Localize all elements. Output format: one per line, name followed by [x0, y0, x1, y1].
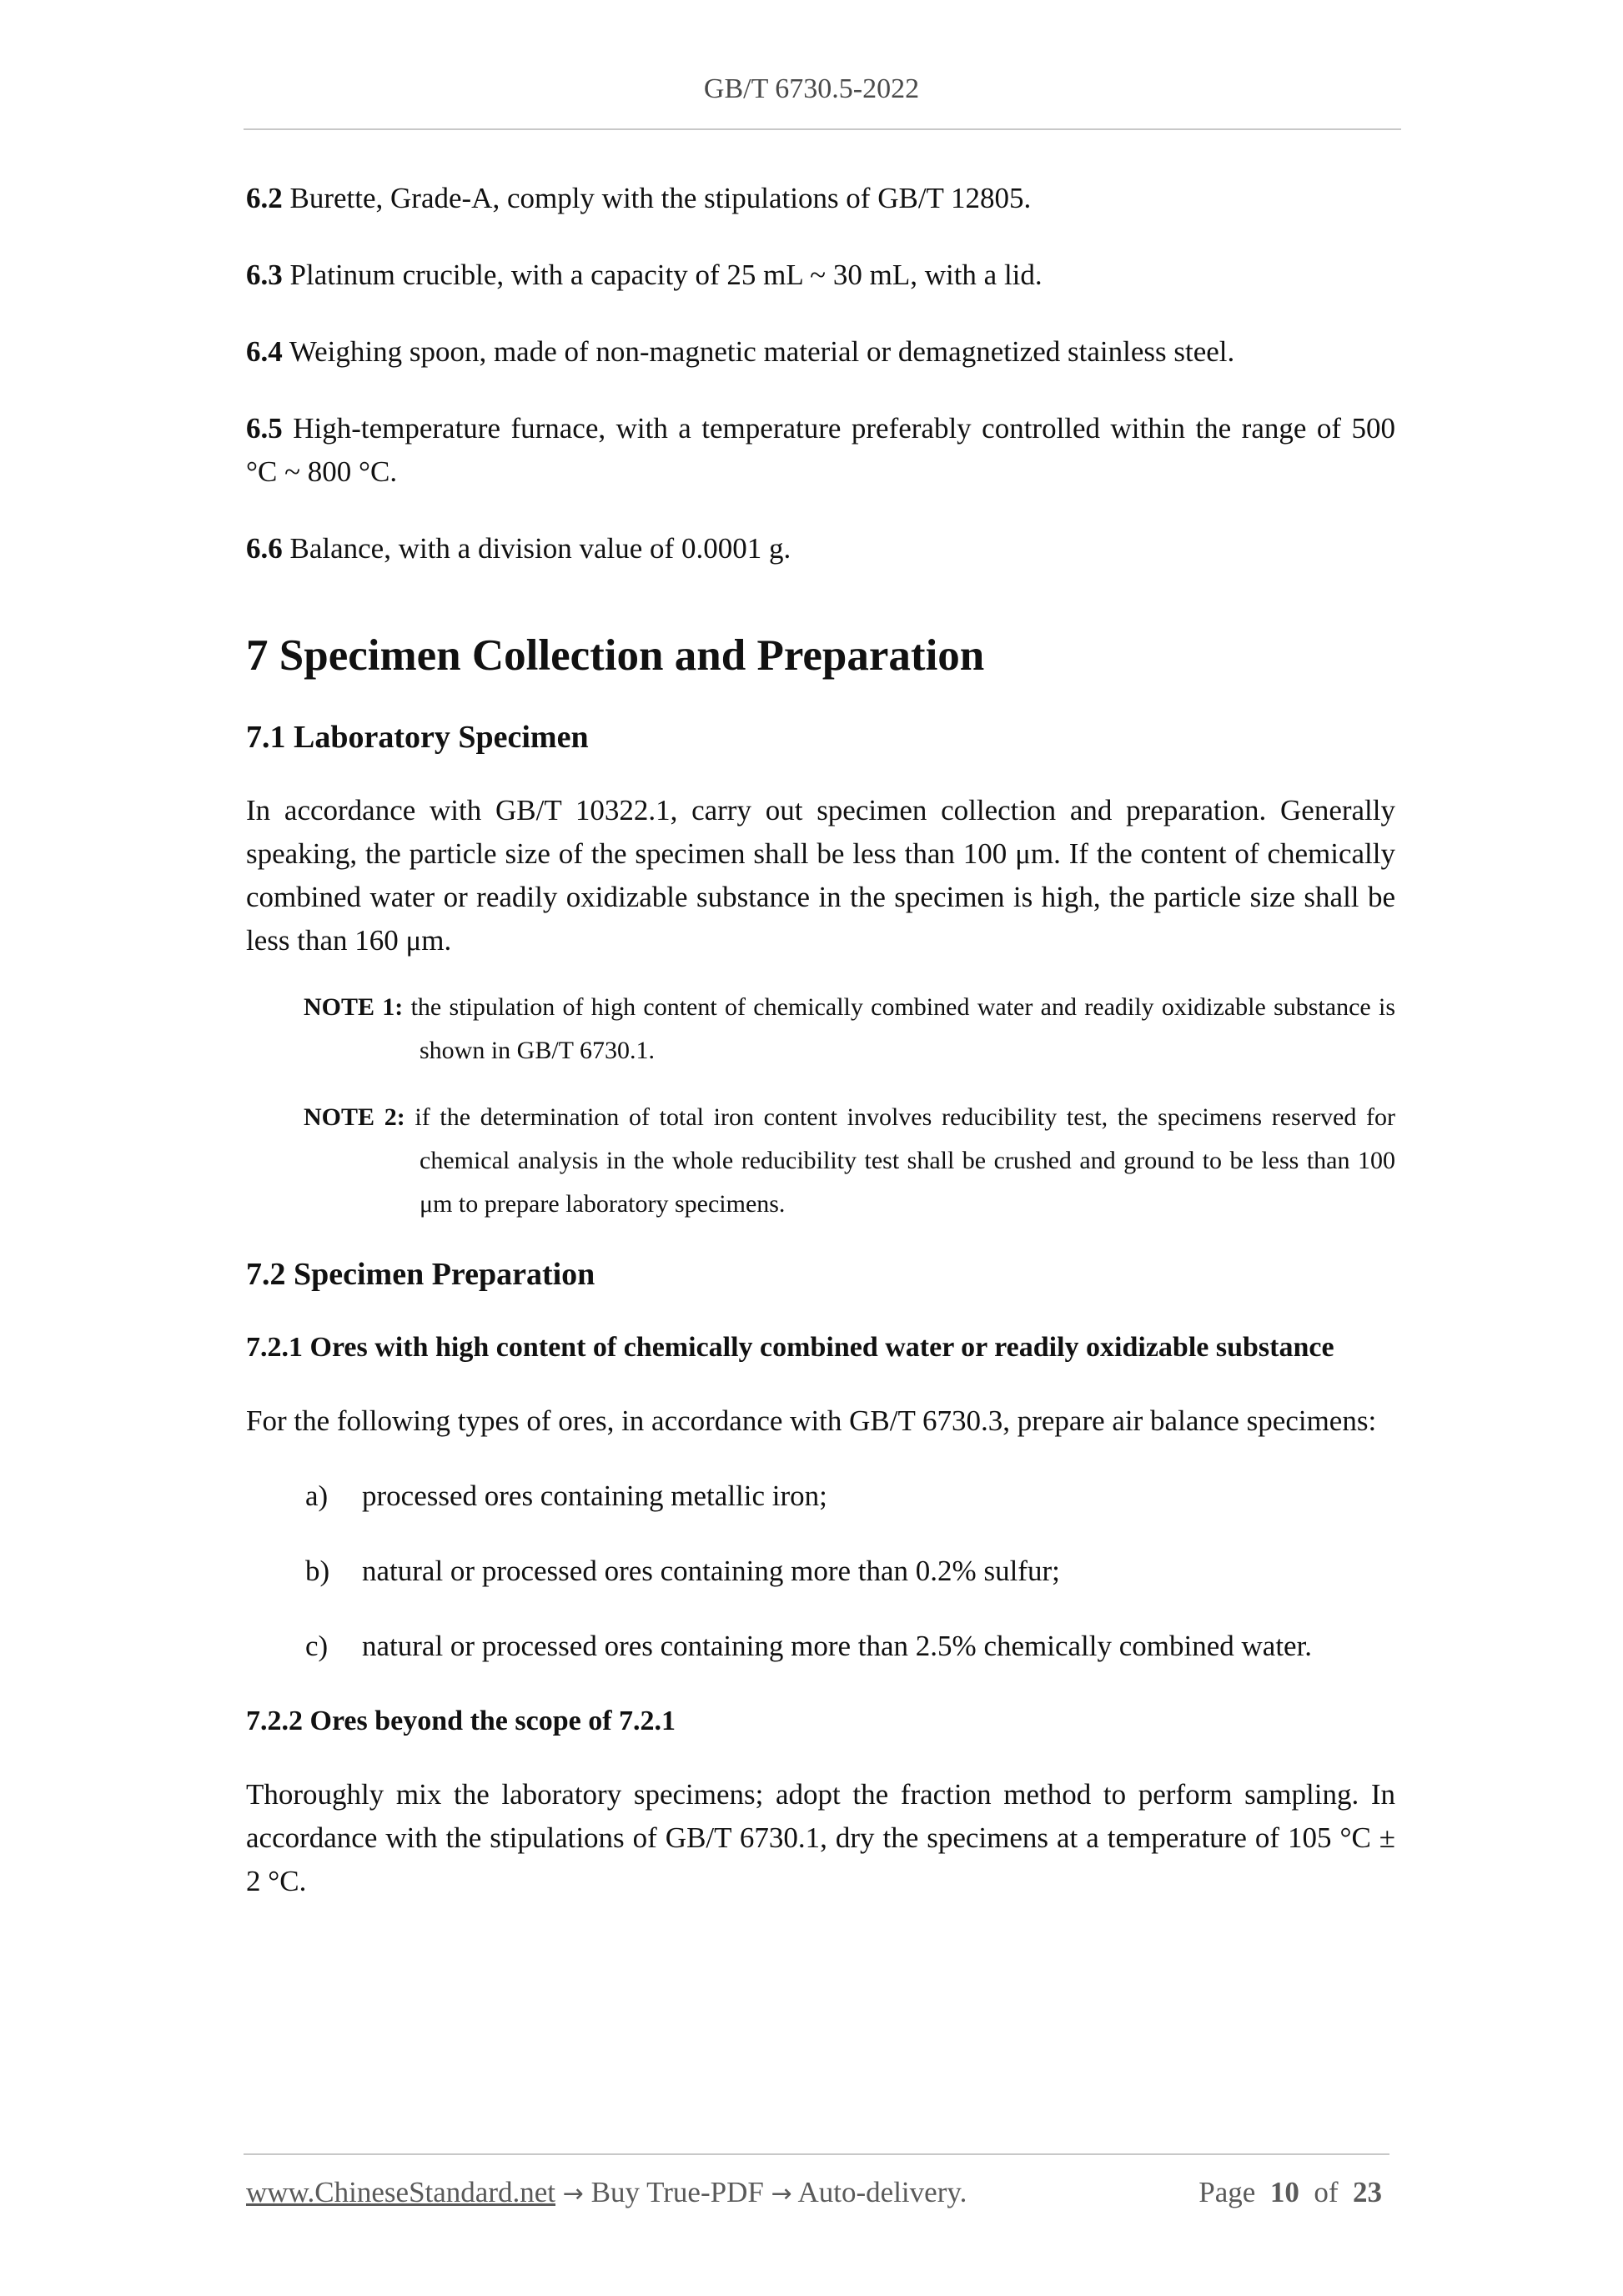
item-6-2: [246, 177, 1395, 220]
item-6-4-number: 6.4: [246, 335, 283, 368]
list-item: [246, 1475, 1395, 1518]
page-word: Page: [1198, 2176, 1256, 2208]
note-2-body: [304, 1096, 1395, 1226]
section-7-2-2-paragraph: Thoroughly mix the laboratory specimens; adopt the fraction method to perform sampling. In accordance with the stipulations of GB/T 6730.1, dry the specimens at a temperature of 105 °C ± 2 °C.: [246, 1778, 1395, 1897]
item-6-6-number: 6.6: [246, 532, 283, 565]
current-page-number: 10: [1269, 2176, 1299, 2208]
note-1: [304, 986, 1395, 1073]
footer-divider: [244, 2153, 1389, 2155]
list-marker: a): [305, 1480, 329, 1512]
list-marker: c): [305, 1630, 329, 1662]
footer-left: [246, 2172, 967, 2215]
buy-true-pdf-text: Buy True-PDF: [583, 2176, 771, 2208]
list-item: [246, 1550, 1395, 1593]
note-1-label: NOTE 1:: [304, 993, 404, 1021]
section-7-2-2-heading: 7.2.2 Ores beyond the scope of 7.2.1: [246, 1706, 676, 1736]
item-6-5: [246, 407, 1395, 494]
ore-type-list: [246, 1475, 1395, 1668]
section-7-1-paragraph: In accordance with GB/T 10322.1, carry out specimen collection and preparation. Generally speaking, the particle size of the specimen shall be less than 100 μm. If the content of chemically combined water or readily oxidizable substance in the specimen is high, the particle size shall be less than 160 μm.: [246, 794, 1395, 957]
list-item-text: natural or processed ores containing more than 2.5% chemically combined water.: [362, 1630, 1313, 1662]
section-7-2-1-heading: 7.2.1 Ores with high content of chemically combined water or readily oxidizable substance: [246, 1332, 1334, 1363]
item-6-4-text: Weighing spoon, made of non-magnetic material or demagnetized stainless steel.: [282, 335, 1235, 368]
item-6-3-text: Platinum crucible, with a capacity of 25 mL ~ 30 mL, with a lid.: [282, 259, 1043, 291]
list-item: [246, 1625, 1395, 1668]
section-7-2-heading: 7.2 Specimen Preparation: [246, 1257, 595, 1292]
arrow-right-icon: →: [771, 2179, 792, 2208]
note-2: [304, 1096, 1395, 1226]
item-6-2-number: 6.2: [246, 182, 283, 214]
list-marker: b): [305, 1555, 330, 1587]
page-header-title: GB/T 6730.5-2022: [703, 73, 920, 104]
page-footer: [246, 2172, 1382, 2213]
item-6-2-text: Burette, Grade-A, comply with the stipulations of GB/T 12805.: [282, 182, 1032, 214]
item-6-6-text: Balance, with a division value of 0.0001 g.: [282, 532, 791, 565]
item-6-6: [246, 527, 1395, 570]
note-2-label: NOTE 2:: [304, 1103, 405, 1131]
total-page-count: 23: [1353, 2176, 1382, 2208]
note-2-text: if the determination of total iron content involves reducibility test, the specimens reserved for chemical analysis in the whole reducibility test shall be crushed and ground to be less than 100 μm to prepare laboratory specimens.: [404, 1103, 1395, 1218]
item-6-3-number: 6.3: [246, 259, 283, 291]
list-item-text: processed ores containing metallic iron;: [362, 1480, 827, 1512]
section-7-2-1-paragraph: For the following types of ores, in accordance with GB/T 6730.3, prepare air balance specimens:: [246, 1404, 1377, 1437]
item-6-5-number: 6.5: [246, 412, 283, 445]
page-indicator: [1198, 2172, 1382, 2213]
item-6-5-text: High-temperature furnace, with a temperature preferably controlled within the range of 500 °C ~ 800 °C.: [246, 412, 1395, 488]
of-word: of: [1314, 2176, 1339, 2208]
note-1-text: the stipulation of high content of chemically combined water and readily oxidizable substance is shown in GB/T 6730.1.: [403, 993, 1396, 1064]
auto-delivery-text: Auto-delivery.: [791, 2176, 967, 2208]
section-7-heading: 7 Specimen Collection and Preparation: [246, 631, 985, 680]
header-divider: [244, 128, 1401, 130]
item-6-3: [246, 254, 1395, 297]
list-item-text: natural or processed ores containing more than 0.2% sulfur;: [362, 1555, 1060, 1587]
section-7-1-heading: 7.1 Laboratory Specimen: [246, 720, 589, 755]
arrow-right-icon: →: [562, 2179, 584, 2208]
main-content: [246, 177, 1395, 1903]
item-6-4: [246, 330, 1395, 374]
note-1-body: [304, 986, 1395, 1073]
site-link[interactable]: www.ChineseStandard.net: [246, 2176, 555, 2208]
